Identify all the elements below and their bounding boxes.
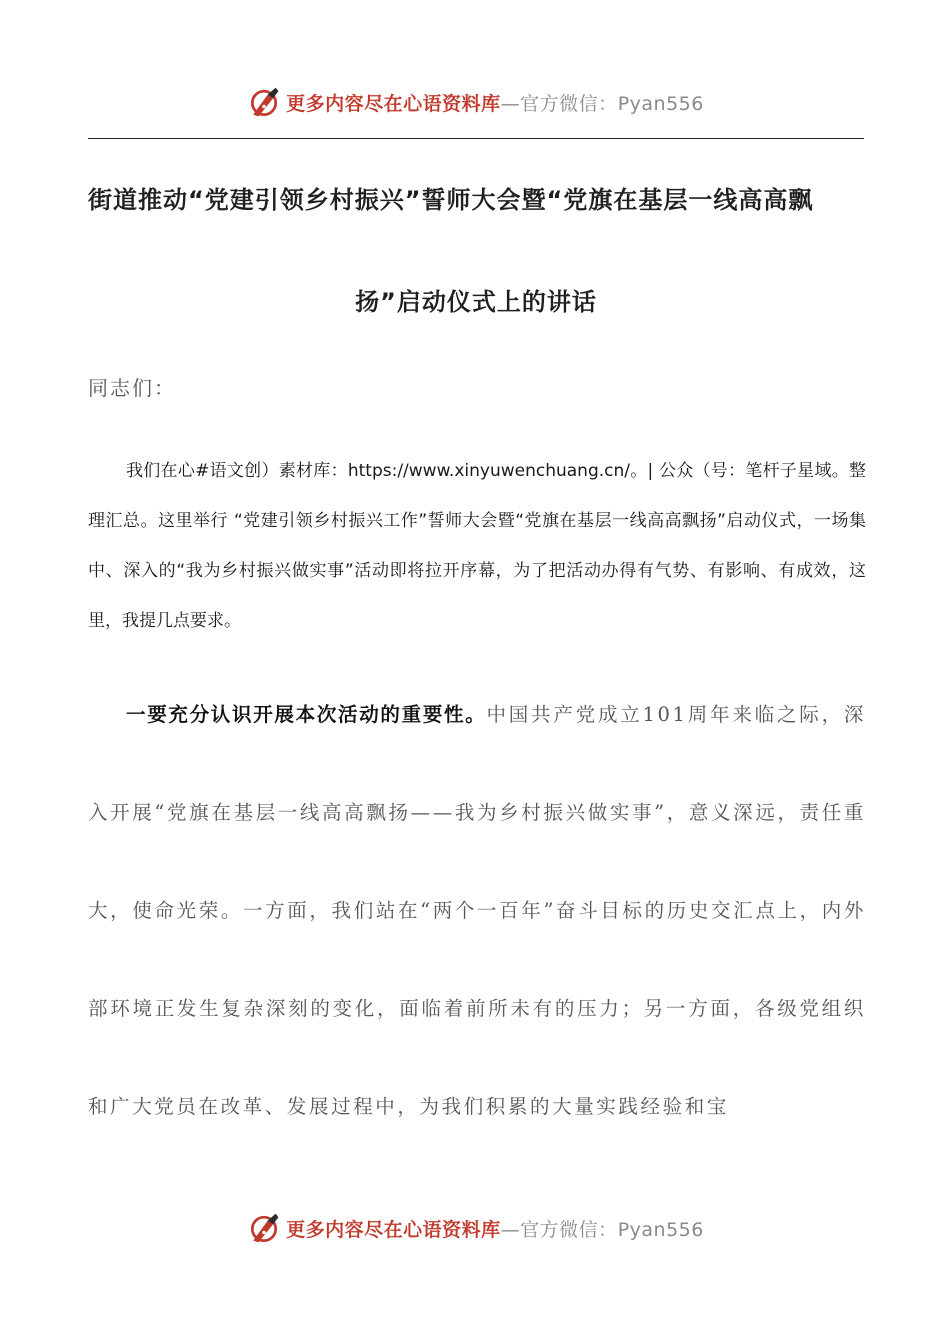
footer-wechat-label: 官方微信： <box>520 1218 618 1241</box>
document-title-line-1: 街道推动“党建引领乡村振兴”誓师大会暨“党旗在基层一线高高飘 <box>88 186 814 214</box>
salutation: 同志们： <box>88 376 176 400</box>
section-one-heading: 一要充分认识开展本次活动的重要性。 <box>126 703 487 726</box>
banner-brand-text: 更多内容尽在心语资料库 <box>286 92 501 115</box>
section-one-paragraph <box>88 666 866 1156</box>
header-banner <box>0 82 950 122</box>
footer-brand-text: 更多内容尽在心语资料库 <box>286 1218 501 1241</box>
banner-wechat-id: Pyan556 <box>617 92 704 115</box>
banner-wechat-label: 官方微信： <box>520 92 618 115</box>
footer-separator: — <box>500 1218 521 1241</box>
footer-wechat-id: Pyan556 <box>617 1218 704 1241</box>
banner-separator: — <box>500 92 521 115</box>
section-one-body: 中国共产党成立101周年来临之际，深入开展“党旗在基层一线高高飘扬——我为乡村振兴做实事”，意义深远，责任重大，使命光荣。一方面，我们站在“两个一百年”奋斗目标的历史交汇点上，内外部环境正发生复杂深刻的变化，面临着前所未有的压力；另一方面，各级党组织和广大党员在改革、发展过程中，为我们积累的大量实践经验和宝 <box>88 703 866 1118</box>
pen-nib-logo-icon <box>246 1210 282 1246</box>
pen-nib-logo-icon <box>246 84 282 120</box>
footer-banner <box>0 1208 950 1248</box>
header-divider <box>88 138 864 139</box>
document-title-line-2: 扬”启动仪式上的讲话 <box>355 288 597 316</box>
intro-paragraph: 我们在心#语文创）素材库：https://www.xinyuwenchuang.cn/。| 公众（号：笔杆子星域。整理汇总。这里举行 “党建引领乡村振兴工作”誓师大会暨“党旗在基层一线高高飘扬”启动仪式，一场集中、深入的“我为乡村振兴做实事”活动即将拉开序幕，为了把活动办得有气势、有影响、有成效，这里，我提几点要求。 <box>88 461 866 631</box>
